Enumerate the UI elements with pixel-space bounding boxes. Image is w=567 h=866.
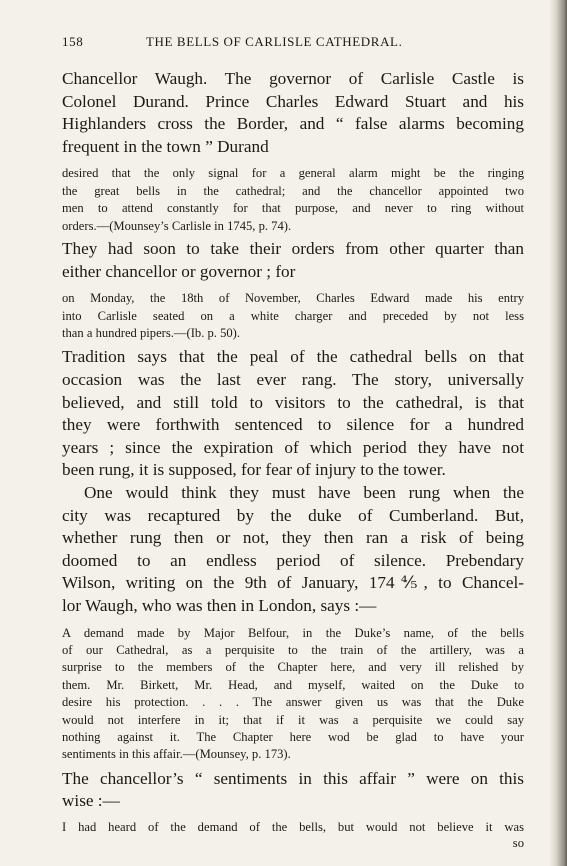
text-line: desired that the only signal for a general alarm might be the ringing (62, 166, 524, 181)
running-header (62, 34, 524, 54)
text-line: than a hundred pipers.—(Ib. p. 50). (62, 326, 241, 340)
text-line: the great bells in the cathedral; and the chancellor appointed two (62, 183, 524, 198)
paragraph (62, 238, 524, 283)
catchword: so (512, 836, 524, 851)
text-line: city was recaptured by the duke of Cumberland. But, (62, 505, 524, 525)
page-number: 158 (62, 34, 84, 49)
page-edge-shadow (549, 0, 567, 866)
text-line: them. Mr. Birkett, Mr. Head, and myself, waited on the Duke to (62, 677, 524, 692)
text-line: Highlanders cross the Border, and “ false alarms becoming (62, 114, 524, 134)
block-quote (62, 165, 524, 235)
text-line: whether rung then or not, they then ran a risk of being (62, 528, 524, 548)
block-quote (62, 625, 524, 764)
text-line: I had heard of the demand of the bells, but would not believe it was (62, 819, 524, 834)
paragraph (62, 482, 524, 618)
block-quote (62, 819, 524, 836)
text-line: doomed to an endless period of silence. Prebendary (62, 550, 524, 570)
text-line: either chancellor or governor ; for (62, 261, 296, 281)
text-line: Colonel Durand. Prince Charles Edward Stuart and his (62, 91, 524, 111)
paragraph (62, 346, 524, 482)
text-line: nothing against it. The Chapter here wod be glad to have your (62, 729, 524, 744)
text-line: of our Cathedral, as a perquisite to the train of the artillery, was a (62, 642, 524, 657)
text-line: Tradition says that the peal of the cathedral bells on that (62, 347, 524, 367)
text-line: on Monday, the 18th of November, Charles Edward made his entry (62, 291, 524, 306)
text-line: One would think they must have been rung when the (84, 482, 524, 502)
text-line: occasion was the last ever rang. The story, universally (62, 370, 524, 389)
text-line: orders.—(Mounsey’s Carlisle in 1745, p. 74). (62, 218, 292, 233)
text-line: sentiments in this affair.—(Mounsey, p. 173). (62, 747, 291, 762)
text-line: they were forthwith sentenced to silence for a hundred (62, 415, 524, 435)
text-line: frequent in the town ” Durand (62, 136, 269, 156)
text-line: would not interfere in it; that if it was a perquisite we could say (62, 712, 524, 727)
text-line: Chancellor Waugh. The governor of Carlisle Castle is (62, 69, 524, 88)
text-line: into Carlisle seated on a white charger and preceded by not less (62, 308, 524, 323)
text-line: surprise to the members of the Chapter here, and very ill relished by (62, 660, 524, 675)
text-line: A demand made by Major Belfour, in the Duke’s name, of the bells (62, 625, 524, 640)
text-line: years ; since the expiration of which period they have not (62, 437, 524, 457)
text-line: The chancellor’s “ sentiments in this affair ” were on this (62, 768, 524, 788)
book-page (62, 34, 524, 851)
text-line: wise :— (62, 791, 120, 811)
text-line: They had soon to take their orders from other quarter than (62, 239, 524, 258)
text-line: lor Waugh, who was then in London, says :— (62, 595, 377, 615)
paragraph (62, 768, 524, 813)
text-line: been rung, it is supposed, for fear of injury to the tower. (62, 460, 446, 480)
paragraph (62, 68, 524, 158)
text-line: believed, and still told to visitors to the cathedral, is that (62, 392, 524, 412)
text-line: men to attend constantly for that purpose, and never to ring without (62, 201, 524, 216)
block-quote (62, 290, 524, 342)
text-line: Wilson, writing on the 9th of January, 174⅘, to Chancel- (62, 573, 524, 593)
text-line: desire his protection. . . . The answer given us was that the Duke (62, 695, 524, 710)
running-title: THE BELLS OF CARLISLE CATHEDRAL. (146, 34, 403, 49)
